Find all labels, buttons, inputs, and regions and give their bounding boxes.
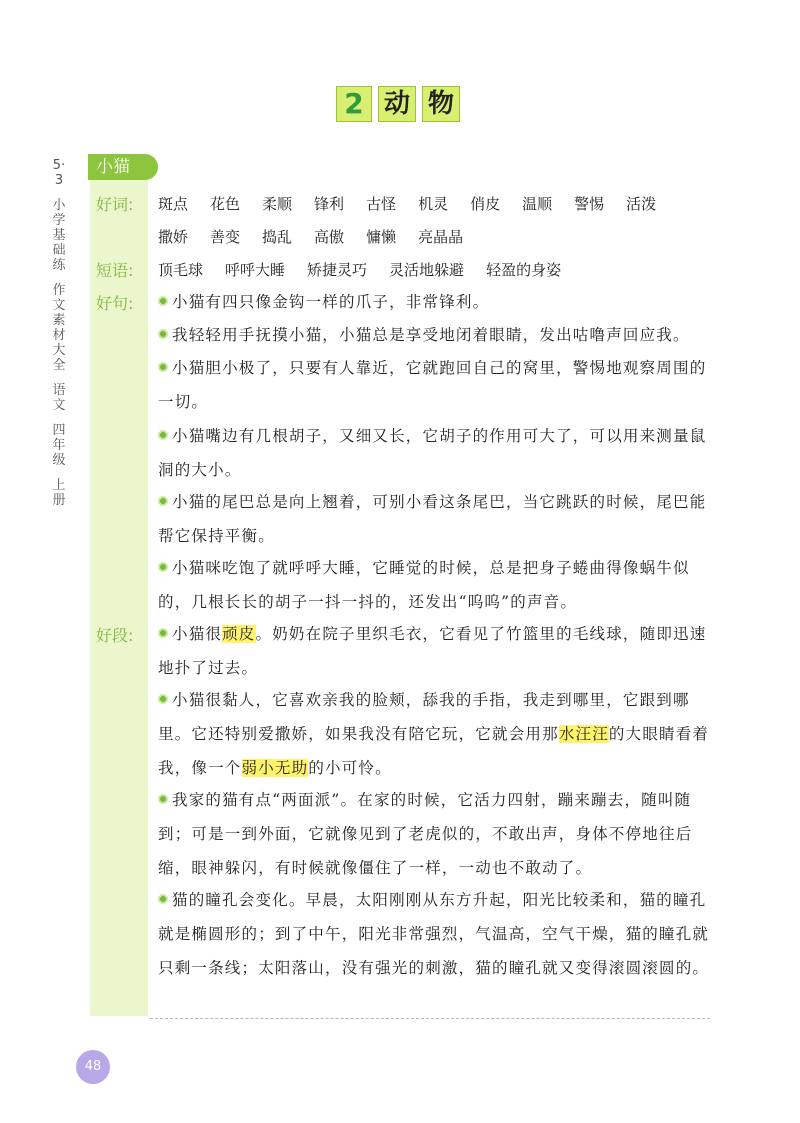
highlight: 弱小无助	[241, 759, 309, 777]
side-volume: 上册	[52, 478, 66, 508]
bullet-icon	[158, 694, 168, 704]
word: 斑点	[158, 195, 189, 213]
section-tag: 小猫	[88, 154, 158, 180]
word: 善变	[210, 228, 241, 246]
word: 俏皮	[470, 195, 501, 213]
sentence-item: 小猫的尾巴总是向上翘着，可别小看这条尾巴，当它跳跃的时候，尾巴能帮它保持平衡。	[158, 493, 707, 545]
side-subject: 语文	[52, 383, 66, 413]
phrase: 轻盈的身姿	[486, 261, 562, 279]
word: 撒娇	[158, 228, 189, 246]
phrase: 灵活地躲避	[389, 261, 465, 279]
highlight: 水汪汪	[558, 725, 609, 743]
bullet-icon	[158, 794, 168, 804]
bullet-icon	[158, 562, 168, 572]
sentence-item: 我轻轻用手抚摸小猫，小猫总是享受地闭着眼睛，发出咕噜声回应我。	[158, 318, 718, 352]
word: 花色	[210, 195, 241, 213]
word: 慵懒	[366, 228, 397, 246]
words-row-2	[158, 226, 485, 247]
word: 机灵	[418, 195, 449, 213]
side-book: 作文素材大全	[52, 283, 66, 373]
words-row-1	[158, 193, 678, 214]
chapter-title	[0, 86, 800, 126]
bullet-icon	[158, 628, 168, 638]
sentence-item: 小猫嘴边有几根胡子，又细又长，它胡子的作用可大了，可以用来测量鼠洞的大小。	[158, 427, 707, 479]
word: 亮晶晶	[418, 228, 464, 246]
word: 锋利	[314, 195, 345, 213]
label-good-words: 好词:	[96, 195, 134, 214]
bullet-icon	[158, 430, 168, 440]
word: 警惕	[574, 195, 605, 213]
phrase: 顶毛球	[158, 261, 204, 279]
paragraph-item: 小猫很黏人，它喜欢亲我的脸颊，舔我的手指，我走到哪里，它跟到哪里。它还特别爱撒娇，如果我没有陪它玩，它就会用那水汪汪的大眼睛看着我，像一个弱小无助的小可怜。	[158, 691, 710, 777]
paragraph-item: 猫的瞳孔会变化。早晨，太阳刚刚从东方升起，阳光比较柔和，猫的瞳孔就是椭圆形的；到了中午，阳光非常强烈，气温高，空气干燥，猫的瞳孔就只剩一条线；太阳落山，没有强光的刺激，猫的瞳孔就又变得滚圆滚圆的。	[158, 891, 710, 977]
label-good-paragraphs: 好段:	[96, 626, 134, 645]
side-series: 小学基础练	[52, 198, 66, 273]
paragraph-item: 小猫很顽皮。奶奶在院子里织毛衣，它看见了竹篮里的毛线球，随即迅速地扑了过去。	[158, 625, 707, 677]
chapter-number: 2	[336, 86, 372, 122]
bullet-icon	[158, 496, 168, 506]
bullet-icon	[158, 296, 168, 306]
sentence-item: 小猫有四只像金钩一样的爪子，非常锋利。	[158, 285, 718, 319]
bullet-icon	[158, 362, 168, 372]
page-number: 48	[76, 1050, 110, 1084]
title-char-2: 物	[422, 86, 460, 122]
phrase: 矫捷灵巧	[307, 261, 368, 279]
side-grade: 四年级	[52, 423, 66, 468]
paragraph-item: 我家的猫有点“两面派”。在家的时候，它活力四射，蹦来蹦去，随叫随到；可是一到外面，它就像见到了老虎似的，不敢出声，身体不停地往后缩，眼神躲闪，有时候就像僵住了一样，一动也不敢动了。	[158, 791, 693, 877]
side-series-text	[52, 158, 66, 518]
side-brand: 5·3	[52, 158, 66, 188]
bullet-icon	[158, 329, 168, 339]
word: 温顺	[522, 195, 553, 213]
word: 捣乱	[262, 228, 293, 246]
phrase: 呼呼大睡	[225, 261, 286, 279]
word: 活泼	[626, 195, 657, 213]
word: 高傲	[314, 228, 345, 246]
sentence-item: 小猫胆小极了，只要有人靠近，它就跑回自己的窝里，警惕地观察周围的一切。	[158, 359, 707, 411]
sentence-item: 小猫咪吃饱了就呼呼大睡，它睡觉的时候，总是把身子蜷曲得像蜗牛似的，几根长长的胡子一抖一抖的，还发出“呜呜”的声音。	[158, 559, 690, 611]
word: 古怪	[366, 195, 397, 213]
dashed-divider	[150, 1018, 710, 1019]
highlight: 顽皮	[222, 625, 256, 643]
word: 柔顺	[262, 195, 293, 213]
title-char-1: 动	[378, 86, 416, 122]
label-phrases: 短语:	[96, 261, 134, 280]
phrases-row	[158, 259, 583, 280]
label-good-sentences: 好句:	[96, 294, 134, 313]
bullet-icon	[158, 894, 168, 904]
